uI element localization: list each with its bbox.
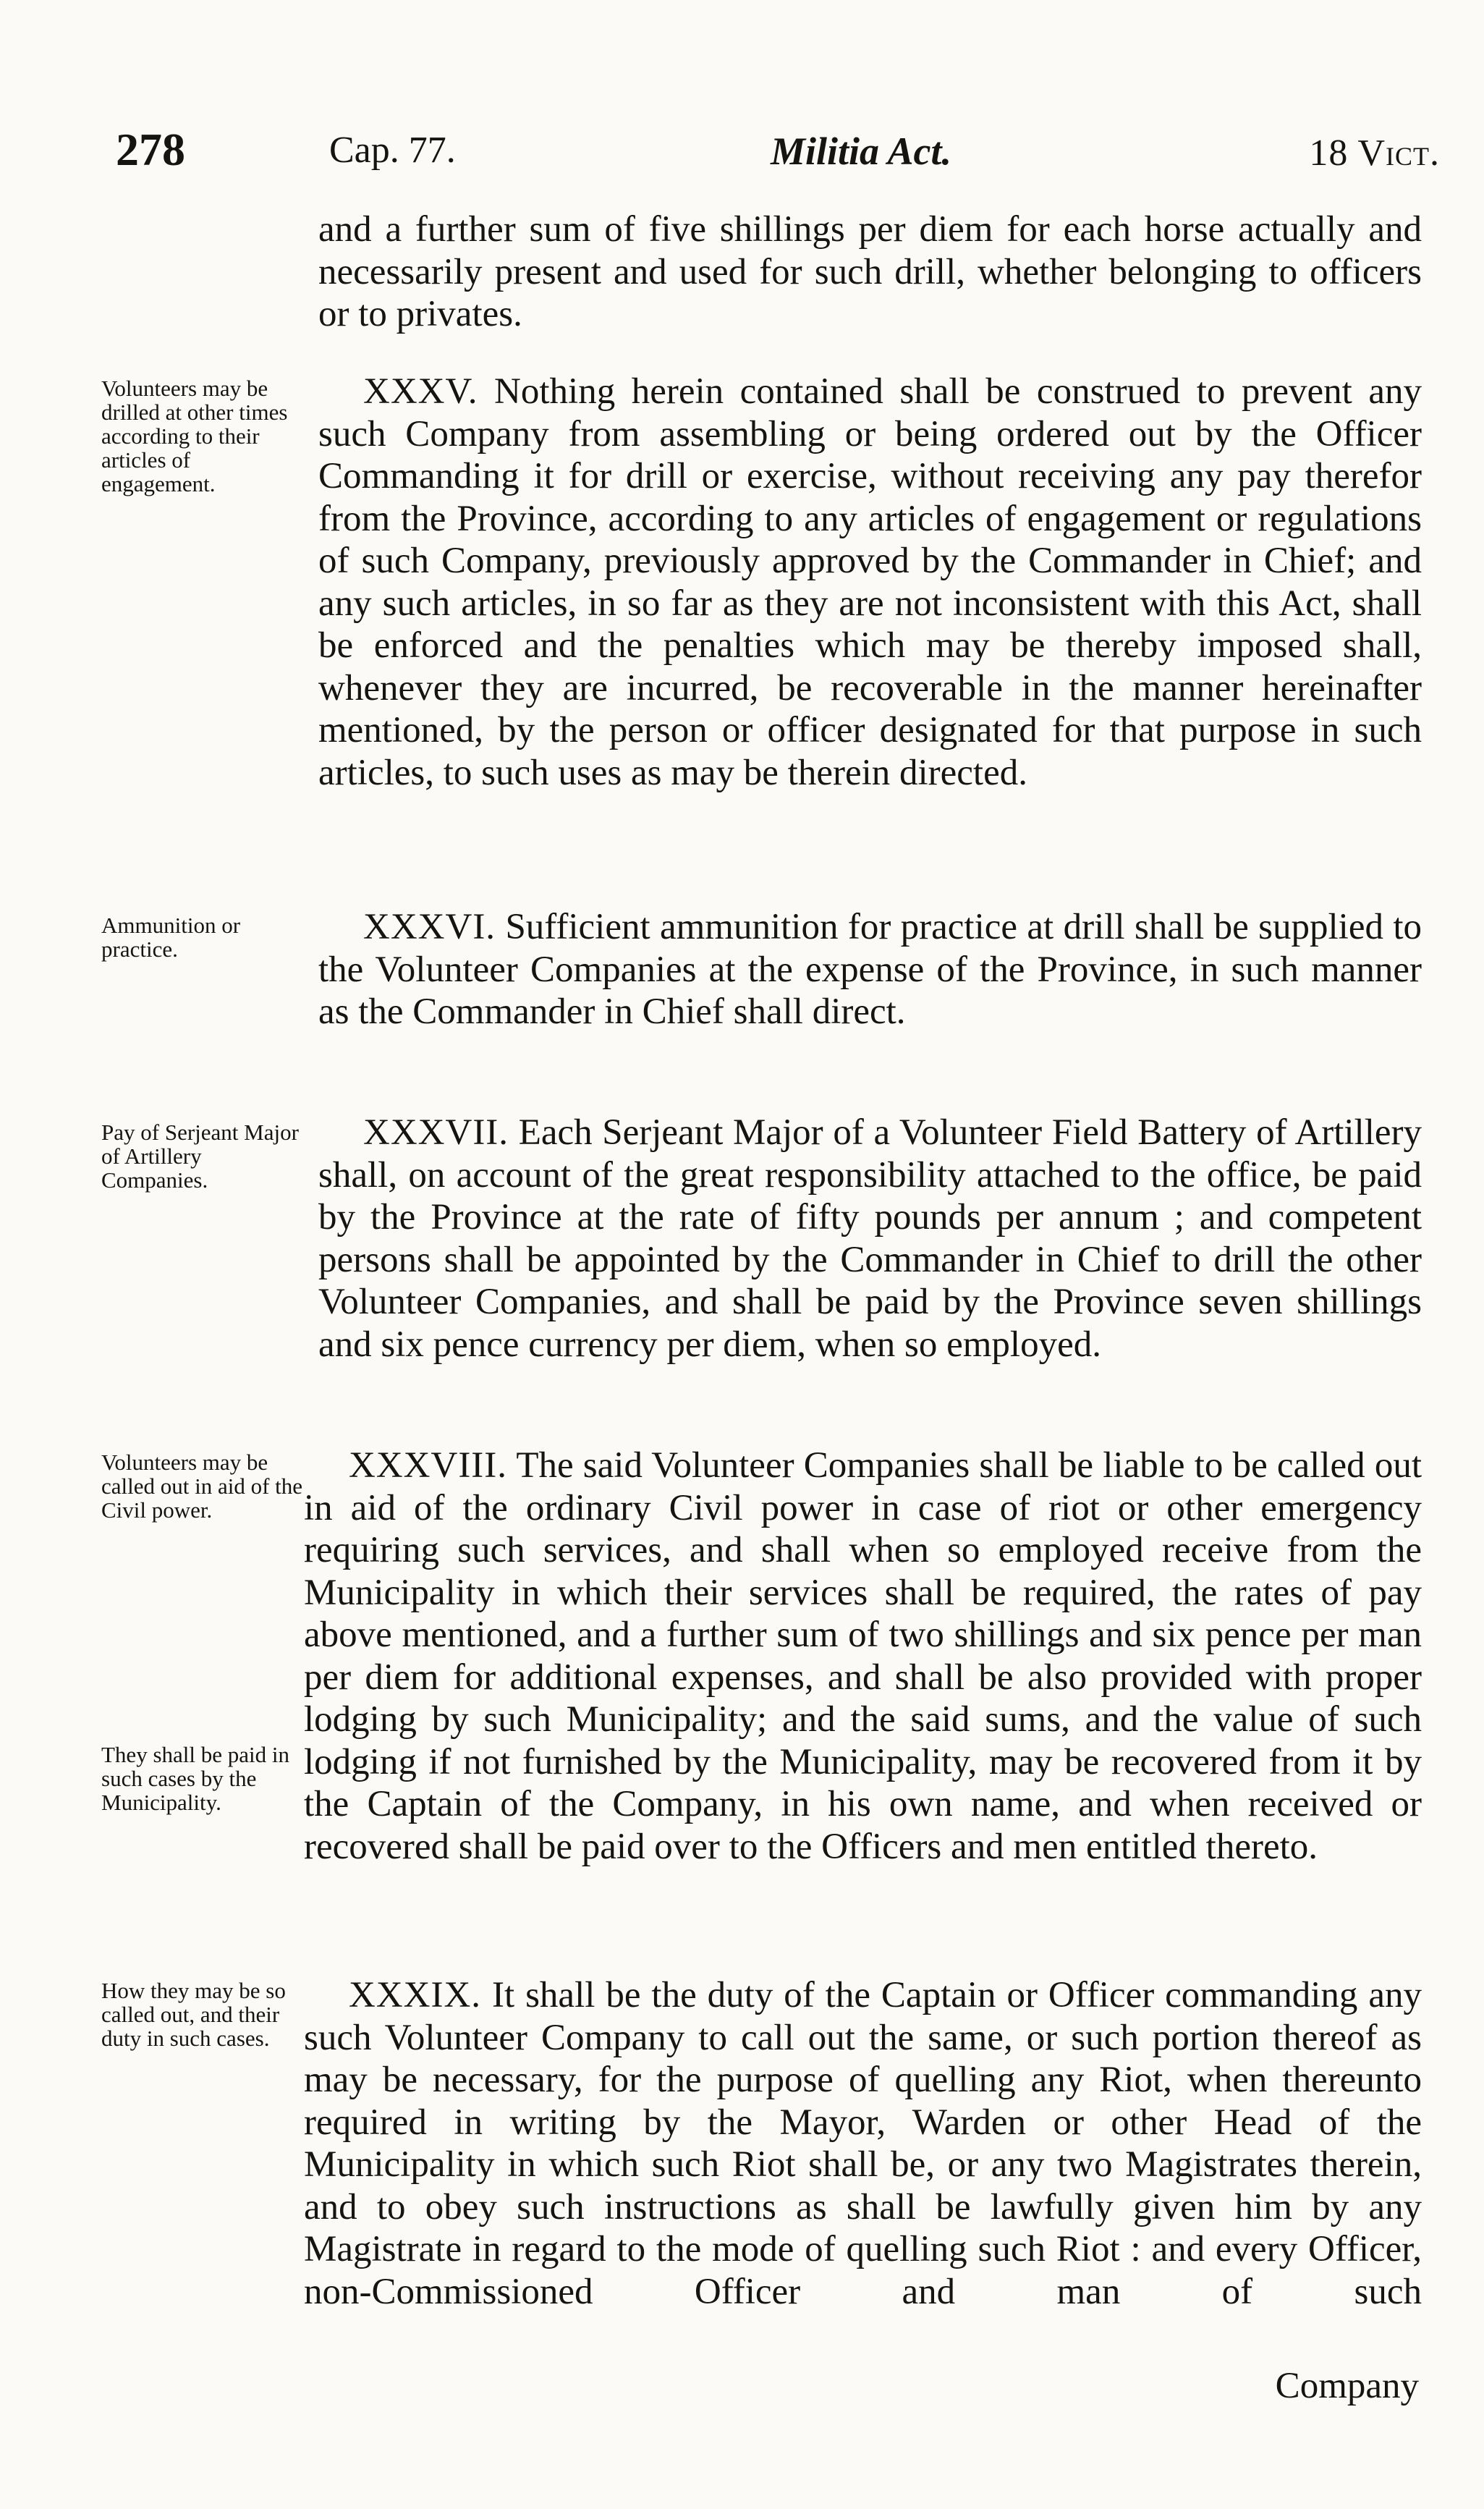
running-header [116, 123, 1440, 188]
margin-note-xxxv: Volunteers may be drilled at other times according to their articles of engagement. [101, 376, 288, 496]
section-numeral: XXXVI. [363, 907, 496, 947]
section-xxxv [318, 371, 1422, 794]
margin-note-xxxviii-payment: They shall be paid in such cases by the Municipality. [101, 1742, 289, 1815]
margin-note-xxxix: How they may be so called out, and their duty in such cases. [101, 1978, 286, 2051]
section-xxxvii [318, 1112, 1422, 1366]
section-numeral: XXXIX. [349, 1975, 482, 2015]
margin-note-xxxviii: Volunteers may be called out in aid of the Civil power. [101, 1450, 303, 1523]
section-text: Nothing herein contained shall be construed to prevent any such Company from assembling or being ordered out by the Officer Commanding it for drill or exercise, without receiving any pay therefor from the Province, according to any articles of engagement or regulations of such Company, previously approved by the Commander in Chief; and any such articles, in so far as they are not inconsistent with this Act, shall be enforced and the penalties which may be thereby imposed shall, whenever they are incurred, be recoverable in the manner hereinafter mentioned, by the person or officer designated for that purpose in such articles, to such uses as may be therein directed. [318, 371, 1422, 793]
page-number: 278 [116, 124, 185, 175]
catchword: Company [1275, 2366, 1419, 2406]
margin-note-xxxvii: Pay of Serjeant Major of Artillery Companies. [101, 1120, 299, 1193]
section-text: Each Serjeant Major of a Volunteer Field Battery of Artillery shall, on account of the great responsibility attached to the office, be paid by the Province at the rate of fifty pounds per annum ; and competent persons shall be appointed by the Commander in Chief to drill the other Volunteer Companies, and shall be paid by the Province seven shillings and six pence currency per diem, when so employed. [318, 1112, 1422, 1365]
margin-note-xxxvi: Ammunition or practice. [101, 913, 241, 962]
continuation-paragraph: and a further sum of five shillings per diem for each horse actually and necessarily present and used for such drill, whether belonging to officers or to privates. [318, 209, 1422, 334]
section-numeral: XXXVIII. [349, 1445, 508, 1486]
section-text: It shall be the duty of the Captain or Officer commanding any such Volunteer Company to call out the same, or such portion thereof as may be necessary, for the purpose of quelling any Riot, when thereunto required in writing by the Mayor, Warden or other Head of the Municipality in which such Riot shall be, or any two Magistrates therein, and to obey such instructions as shall be lawfully given him by any Magistrate in regard to the mode of quelling such Riot : and every Officer, non-Commissioned Officer and man of such [304, 1975, 1422, 2312]
section-text: Sufficient ammunition for practice at drill shall be supplied to the Volunteer Companies at the expense of the Province, in such manner as the Commander in Chief shall direct. [318, 907, 1422, 1032]
section-numeral: XXXVII. [363, 1112, 509, 1153]
act-title: Militia Act. [771, 130, 952, 173]
section-xxxix [304, 1974, 1422, 2313]
regnal-year: 18 Vict. [1309, 132, 1440, 174]
section-text: The said Volunteer Companies shall be liable to be called out in aid of the ordinary Civil power in case of riot or other emergency requiring such services, and shall when so employed receive from the Municipality in which their services shall be required, the rates of pay above mentioned, and a further sum of two shillings and six pence per man per diem for additional expenses, and shall be also provided with proper lodging by such Municipality; and the said sums, and the value of such lodging if not furnished by the Municipality, may be recovered from it by the Captain of the Company, in his own name, and when received or recovered shall be paid over to the Officers and men entitled thereto. [304, 1445, 1422, 1867]
section-numeral: XXXV. [363, 371, 478, 412]
chapter-label: Cap. 77. [329, 130, 456, 171]
section-xxxvi [318, 906, 1422, 1033]
section-xxxviii [304, 1444, 1422, 1868]
